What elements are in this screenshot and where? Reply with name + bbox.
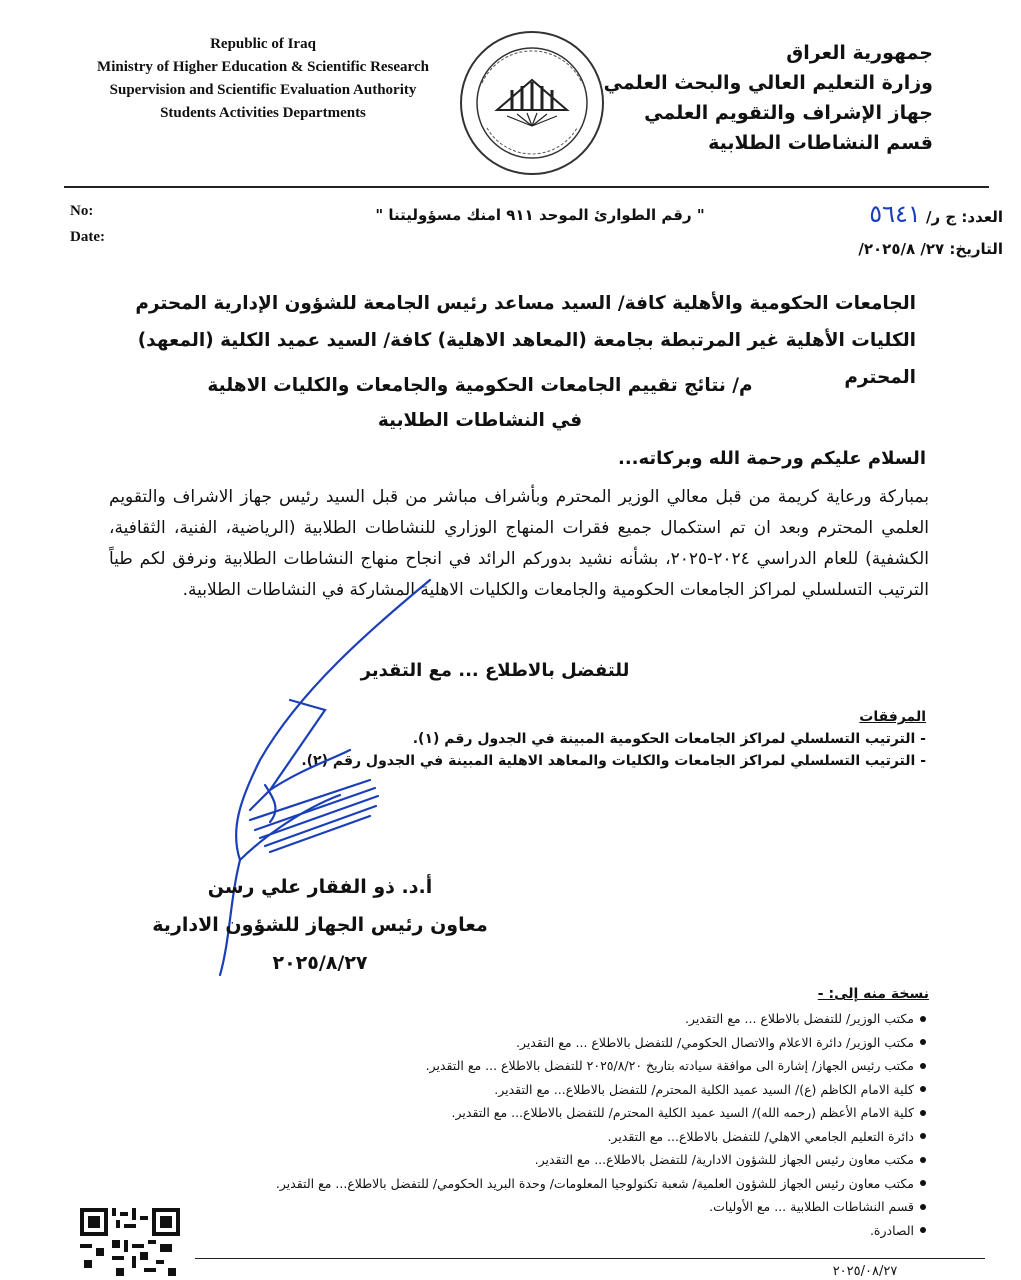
cc-item: [146, 1219, 926, 1243]
closing-line: للتفضل بالاطلاع ... مع التقدير: [360, 660, 630, 681]
cc-item: [146, 1101, 926, 1125]
reference-value: ٥٦٤١: [869, 200, 921, 228]
ministry-seal: [457, 28, 607, 178]
en-line-department: Students Activities Departments: [160, 105, 366, 121]
cc-item: [146, 1125, 926, 1149]
cc-item-text: مكتب رئيس الجهاز/ إشارة الى موافقة سيادته بتاريخ ٢٠٢٥/٨/٢٠ للتفضل بالاطلاع ... مع التقدير.: [425, 1058, 914, 1073]
ar-line-country: جمهورية العراق: [786, 42, 933, 64]
subject: [200, 368, 760, 438]
cc-item-text: دائرة التعليم الجامعي الاهلي/ للتفضل بالاطلاع... مع التقدير.: [607, 1128, 914, 1144]
subject-line: م/ نتائج تقييم الجامعات الحكومية والجامعات والكليات الاهلية: [207, 375, 753, 396]
en-line-authority: Supervision and Scientific Evaluation Authority: [109, 82, 417, 98]
bullet-icon: [920, 1086, 926, 1092]
no-label: No:: [70, 203, 94, 219]
bullet-icon: [920, 1016, 926, 1022]
cc-item: [146, 1195, 926, 1219]
cc-item-text: مكتب الوزير/ للتفضل بالاطلاع ... مع التقدير.: [684, 1011, 914, 1026]
footer-stamp: ٢٠٢٥/٠٨/٢٧: [832, 1264, 898, 1279]
bullet-icon: [920, 1204, 926, 1210]
cc-item-text: كلية الامام الأعظم (رحمه الله)/ السيد عميد الكلية المحترم/ للتفضل بالاطلاع... مع التقدير.: [451, 1105, 914, 1120]
cc-item: [146, 1172, 926, 1196]
date-label: Date:: [70, 229, 105, 245]
cc-item: [146, 1054, 926, 1078]
bullet-icon: [920, 1180, 926, 1186]
bullet-icon: [920, 1039, 926, 1045]
header-arabic: [603, 38, 933, 158]
ar-line-authority: جهاز الإشراف والتقويم العلمي: [644, 102, 933, 124]
cc-item-text: مكتب معاون رئيس الجهاز للشؤون العلمية/ شعبة تكنولوجيا المعلومات/ وحدة البريد الحكومي/ للتفضل بالاطلاع... مع التقدير.: [275, 1175, 914, 1191]
ar-line-department: قسم النشاطات الطلابية: [708, 132, 933, 154]
addressee-line: الكليات الأهلية غير المرتبطة بجامعة (المعاهد الاهلية) كافة/ السيد عميد الكلية (المعهد) المحترم: [137, 330, 916, 388]
document-date: [793, 240, 1003, 258]
body-paragraph: بمباركة ورعاية كريمة من قبل معالي الوزير المحترم وبأشراف مباشر من قبل السيد رئيس جهاز الاشراف والتقويم العلمي المحترم وبعد ان تم استكمال جميع فقرات المنهاج الوزاري للنشاطات الطلابية (الرياضية، الفنية، الثقافية، الكشفية) للعام الدراسي ٢٠٢٤-٢٠٢٥، بشأنه نشيد بدوركم الرائد في انجاح منهاج النشاطات الطلابية ونرفق لكم طياً الترتيب التسلسلي لمراكز الجامعات الحكومية والجامعات والكليات الاهلية المشاركة في النشاطات الطلابية.: [109, 487, 930, 600]
cc-item-text: الصادرة.: [869, 1222, 914, 1238]
cc-item: [146, 1031, 926, 1055]
signatory-date: ٢٠٢٥/٨/٢٧: [272, 952, 368, 974]
ar-line-ministry: وزارة التعليم العالي والبحث العلمي: [603, 72, 933, 94]
signatory-block: [150, 868, 490, 982]
cc-item-text: مكتب معاون رئيس الجهاز للشؤون الادارية/ للتفضل بالاطلاع... مع التقدير.: [534, 1152, 914, 1167]
cc-item-text: قسم النشاطات الطلابية ... مع الأوليات.: [709, 1199, 914, 1214]
date-ar-label: التاريخ:: [949, 240, 1003, 258]
bullet-icon: [920, 1063, 926, 1069]
greeting: السلام عليكم ورحمة الله وبركاته...: [617, 448, 926, 469]
header-english: [58, 33, 468, 125]
cc-list: [146, 1007, 926, 1242]
attachments-title: المرفقات: [859, 709, 926, 725]
cc-item: [146, 1007, 926, 1031]
header-divider: [64, 186, 989, 188]
signatory-name: أ.د. ذو الفقار علي رسن: [207, 876, 433, 898]
signatory-title: معاون رئيس الجهاز للشؤون الادارية: [152, 914, 488, 936]
bullet-icon: [920, 1133, 926, 1139]
cc-item-text: مكتب الوزير/ دائرة الاعلام والاتصال الحكومي/ للتفضل بالاطلاع ... مع التقدير.: [515, 1034, 914, 1050]
bullet-icon: [920, 1157, 926, 1163]
reference-number: [793, 200, 1003, 228]
attachment-item: - الترتيب التسلسلي لمراكز الجامعات والكليات والمعاهد الاهلية المبينة في الجدول رقم (٢).: [301, 753, 926, 769]
hotline-text: " رقم الطوارئ الموحد ٩١١ امنك مسؤوليتنا ": [375, 206, 705, 224]
reference-label: العدد: ج ر/: [926, 208, 1003, 226]
addressee-line: الجامعات الحكومية والأهلية كافة/ السيد مساعد رئيس الجامعة للشؤون الإدارية المحترم: [135, 293, 916, 314]
en-line-country: Republic of Iraq: [210, 36, 316, 52]
bullet-icon: [920, 1110, 926, 1116]
footer-divider: [195, 1258, 985, 1259]
en-line-ministry: Ministry of Higher Education & Scientific Research: [97, 59, 429, 75]
date-ar-value: ٢٧/ ٢٠٢٥/٨/: [858, 240, 945, 258]
cc-item-text: كلية الامام الكاظم (ع)/ السيد عميد الكلية المحترم/ للتفضل بالاطلاع... مع التقدير.: [494, 1081, 914, 1097]
attachment-item: - الترتيب التسلسلي لمراكز الجامعات الحكومية المبينة في الجدول رقم (١).: [412, 731, 926, 747]
cc-item: [146, 1148, 926, 1172]
subject-line: في النشاطات الطلابية: [377, 410, 583, 431]
cc-item: [146, 1078, 926, 1102]
qr-code[interactable]: [80, 1208, 180, 1280]
bullet-icon: [920, 1227, 926, 1233]
cc-title: نسخة منه إلى: -: [817, 986, 929, 1002]
